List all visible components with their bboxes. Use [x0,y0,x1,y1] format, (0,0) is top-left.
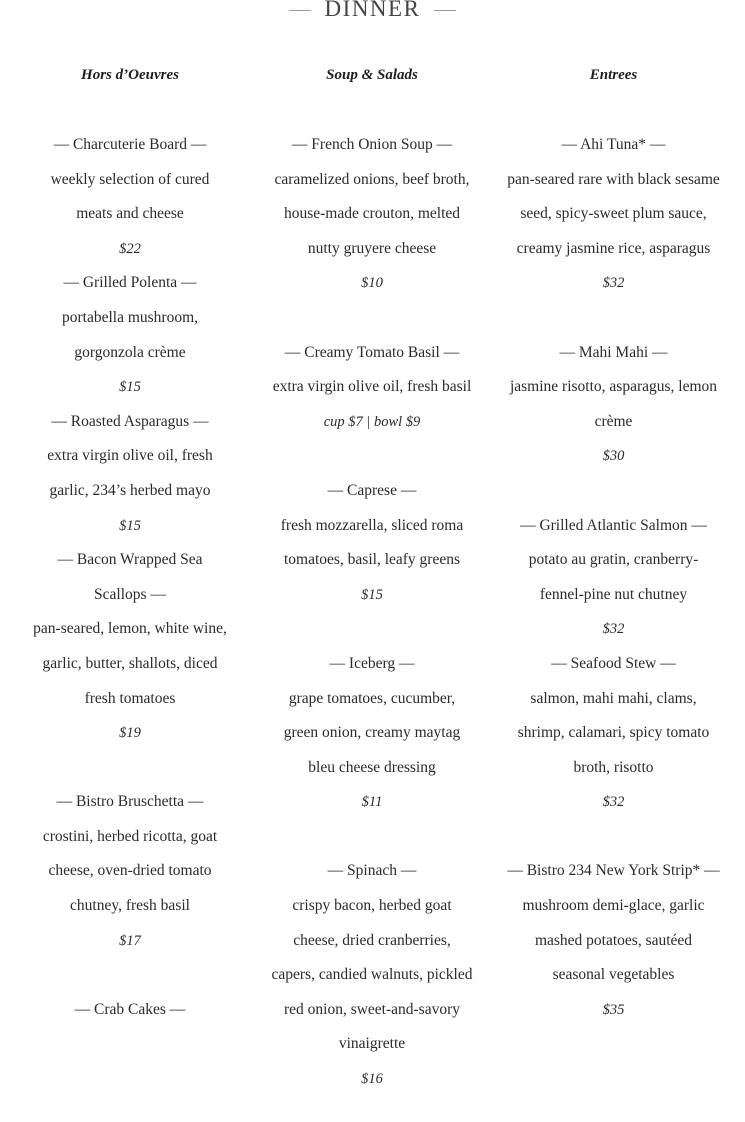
menu-item [33,543,227,751]
menu-item-description: pan-seared, lemon, white wine, garlic, butter, shallots, diced fresh tomatoes [33,620,227,707]
menu-item [33,128,227,266]
title-rule-left [289,10,311,11]
menu-item-price: $35 [602,1001,625,1018]
menu-item-description: weekly selection of cured meats and cheese [50,170,210,223]
menu-item [507,128,720,301]
column-heading: Soup & Salads [326,67,418,83]
menu-item-description: potato au gratin, cranberry-fennel-pine nut chutney [528,551,699,603]
column-heading: Entrees [589,67,638,83]
menu-item-price: $30 [602,448,625,465]
menu-item [507,854,720,1027]
menu-item-name: — Iceberg — [329,654,415,672]
menu-item-name: — Crab Cakes — [74,1000,186,1018]
menu-item-description: extra virgin olive oil, fresh garlic, 234’s herbed mayo [47,447,213,499]
menu-item-description: pan-seared rare with black sesame seed, spicy-sweet plum sauce, creamy jasmine rice, asparagus [507,170,720,257]
menu-item-price: $32 [602,794,625,811]
menu-item-description: caramelized onions, beef broth, house-made crouton, melted nutty gruyere cheese [274,170,470,257]
menu-item [507,509,720,647]
menu-item-name: — Caprese — [327,481,417,499]
menu-item-list [270,128,474,1097]
menu-item-name: — Creamy Tomato Basil — [284,343,460,361]
menu-item-name: — Charcuterie Board — [53,136,207,153]
column-heading: Hors d’Oeuvres [81,67,179,83]
menu-item [507,647,720,820]
menu-item-name: — Spinach — [327,862,417,880]
menu-item [33,993,227,1028]
menu-item [270,647,474,820]
menu-item [33,405,227,543]
page-title-text: DINNER [324,0,421,21]
menu-item-description: portabella mushroom, gorgonzola crème [61,308,199,361]
menu-item-price: $22 [119,240,141,257]
menu-item-description: salmon, mahi mahi, clams, shrimp, calamari, spicy tomato broth, risotto [517,689,710,776]
menu-item-price: $19 [119,725,141,742]
menu-item-price: $10 [361,275,383,292]
menu-item-price: $16 [361,1071,383,1088]
menu-item-description: extra virgin olive oil, fresh basil [272,378,472,396]
menu-item-name: — Ahi Tuna* — [561,136,666,153]
menu-item [507,336,720,474]
menu-item-price: $17 [119,932,141,949]
menu-item-description: jasmine risotto, asparagus, lemon crème [509,378,718,430]
menu-item-list [507,128,720,1027]
menu-item-name: — Roasted Asparagus — [51,412,209,430]
menu-item-list [33,128,227,1027]
menu-item-price: $15 [361,586,383,603]
menu-item [33,785,227,958]
menu-item [270,336,474,440]
menu-item-name: — Grilled Polenta — [63,274,197,292]
menu-item-name: — Bacon Wrapped Sea Scallops — [57,551,203,603]
menu-item-description: crostini, herbed ricotta, goat cheese, oven-dried tomato chutney, fresh basil [42,827,218,915]
title-rule-right [434,10,456,11]
menu-item-price: $32 [602,621,625,638]
menu-item-price: $32 [602,275,625,292]
menu-item [270,128,474,301]
menu-item-description: grape tomatoes, cucumber, green onion, creamy maytag bleu cheese dressing [283,689,461,776]
menu-item [33,266,227,404]
menu-item-name: — Grilled Atlantic Salmon — [520,516,707,534]
menu-item [270,474,474,612]
menu-item-name: — French Onion Soup — [291,136,453,153]
menu-item-name: — Bistro Bruschetta — [56,793,204,811]
menu-item [270,854,474,1096]
menu-item-name: — Mahi Mahi — [559,343,668,361]
menu-item-price: cup $7 | bowl $9 [323,413,421,430]
menu-item-name: — Seafood Stew — [551,654,676,672]
menu-item-description: fresh mozzarella, sliced roma tomatoes, basil, leafy greens [280,516,464,569]
menu-item-name: — Bistro 234 New York Strip* — [507,862,720,880]
menu-item-description: crispy bacon, herbed goat cheese, dried cranberries, capers, candied walnuts, pickled red onion, sweet-and-savory vinaigrette [271,897,473,1053]
menu-item-description: mushroom demi-glace, garlic mashed potatoes, sautéed seasonal vegetables [522,897,705,984]
page-title [0,0,745,24]
menu-item-price: $11 [361,794,383,811]
menu-item-price: $15 [119,517,141,534]
menu-item-price: $15 [119,379,141,396]
